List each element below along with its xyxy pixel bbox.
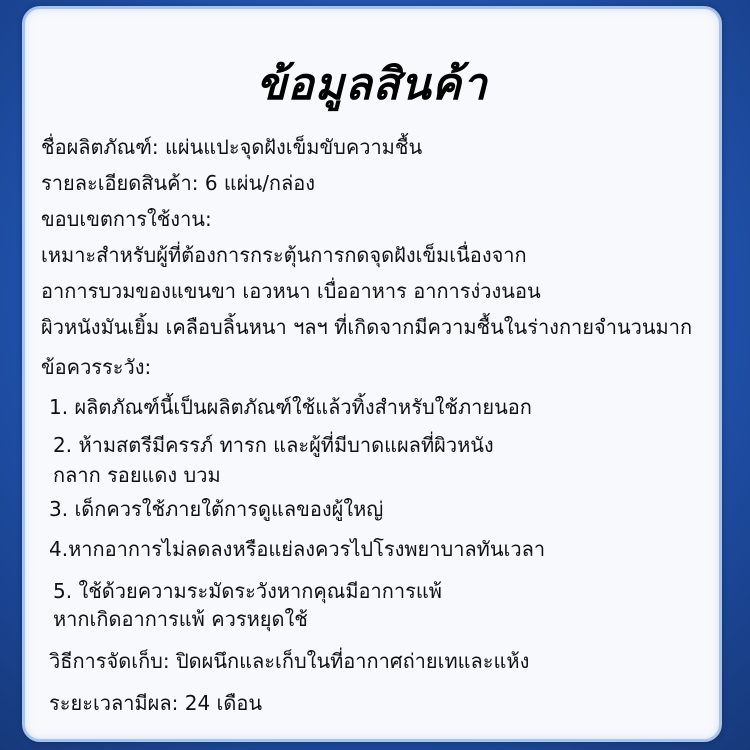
- precaution-item: 4.หากอาการไม่ลดลงหรือแย่ลงควรไปโรงพยาบาลทันเวลา: [49, 537, 546, 561]
- precaution-item: 2. ห้ามสตรีมีครรภ์ ทารก และผู้ที่มีบาดแผลที่ผิวหนัง: [53, 433, 494, 457]
- precaution-item: กลาก รอยแดง บวม: [53, 463, 221, 487]
- page-title: ข้อมูลสินค้า: [256, 59, 488, 110]
- product-name: ชื่อผลิตภัณฑ์: แผ่นแปะจุดฝังเข็มขับความชื้น: [41, 135, 423, 159]
- precautions-heading: ข้อควรระวัง:: [41, 355, 152, 379]
- precaution-item: 5. ใช้ด้วยความระมัดระวังหากคุณมีอาการแพ้: [53, 579, 442, 603]
- info-card: [22, 6, 722, 742]
- precaution-item: 1. ผลิตภัณฑ์นี้เป็นผลิตภัณฑ์ใช้แล้วทิ้งสำหรับใช้ภายนอก: [49, 395, 532, 419]
- shelf-life: ระยะเวลามีผล: 24 เดือน: [49, 691, 263, 715]
- scope-line: ผิวหนังมันเยิ้ม เคลือบลิ้นหนา ฯลฯ ที่เกิดจากมีความชื้นในร่างกายจำนวนมาก: [41, 315, 693, 339]
- precaution-item: หากเกิดอาการแพ้ ควรหยุดใช้: [53, 607, 308, 631]
- scope-line: เหมาะสำหรับผู้ที่ต้องการกระตุ้นการกดจุดฝังเข็มเนื่องจาก: [41, 243, 527, 267]
- scope-line: อาการบวมของแขนขา เอวหนา เบื่ออาหาร อาการง่วงนอน: [41, 279, 541, 303]
- scope-heading: ขอบเขตการใช้งาน:: [41, 207, 212, 231]
- product-details: รายละเอียดสินค้า: 6 แผ่น/กล่อง: [41, 171, 316, 195]
- storage-info: วิธีการจัดเก็บ: ปิดผนึกและเก็บในที่อากาศถ่ายเทและแห้ง: [49, 649, 530, 673]
- precaution-item: 3. เด็กควรใช้ภายใต้การดูแลของผู้ใหญ่: [49, 497, 384, 521]
